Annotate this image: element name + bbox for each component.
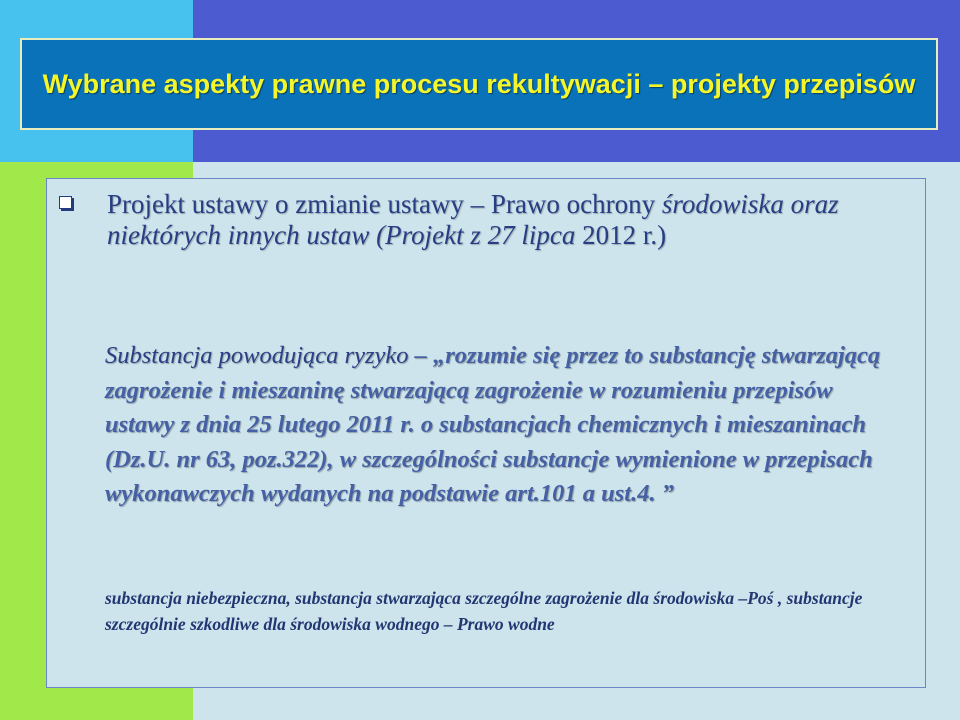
definition-block [105, 339, 905, 512]
checkbox-icon [59, 196, 72, 209]
note-block [105, 585, 905, 637]
note-text: substancja niebezpieczna, substancja stwarzająca szczególne zagrożenie dla środowiska –Poś , substancje szczególnie szkodliwe dla środowiska wodnego – Prawo wodne [105, 588, 863, 634]
definition-lead: Substancja powodująca ryzyko [105, 342, 409, 369]
title-box [20, 38, 938, 130]
bullet-text-end: 2012 r.) [582, 220, 667, 250]
bullet-item [59, 189, 899, 251]
bullet-text [107, 189, 899, 251]
bullet-text-italic: środowiska oraz niektórych innych ustaw (Projekt z 27 lipca [107, 189, 839, 250]
definition-body: – „rozumie się przez to substancję stwarzającą zagrożenie i mieszaninę stwarzającą zagrożenie w rozumieniu przepisów ustawy z dnia 25 lutego 2011 r. o substancjach chemicznych i mieszaninach (Dz.U. nr 63, poz.322), w szczególności substancje wymienione w przepisach wykonawczych wydanych na podstawie art.101 a ust.4. ” [105, 342, 881, 507]
slide-title: Wybrane aspekty prawne procesu rekultywacji – projekty przepisów [42, 68, 916, 99]
bullet-text-normal: Projekt ustawy o zmianie ustawy – Prawo ochrony [107, 189, 656, 219]
content-box [46, 178, 926, 688]
definition-text [105, 339, 905, 512]
